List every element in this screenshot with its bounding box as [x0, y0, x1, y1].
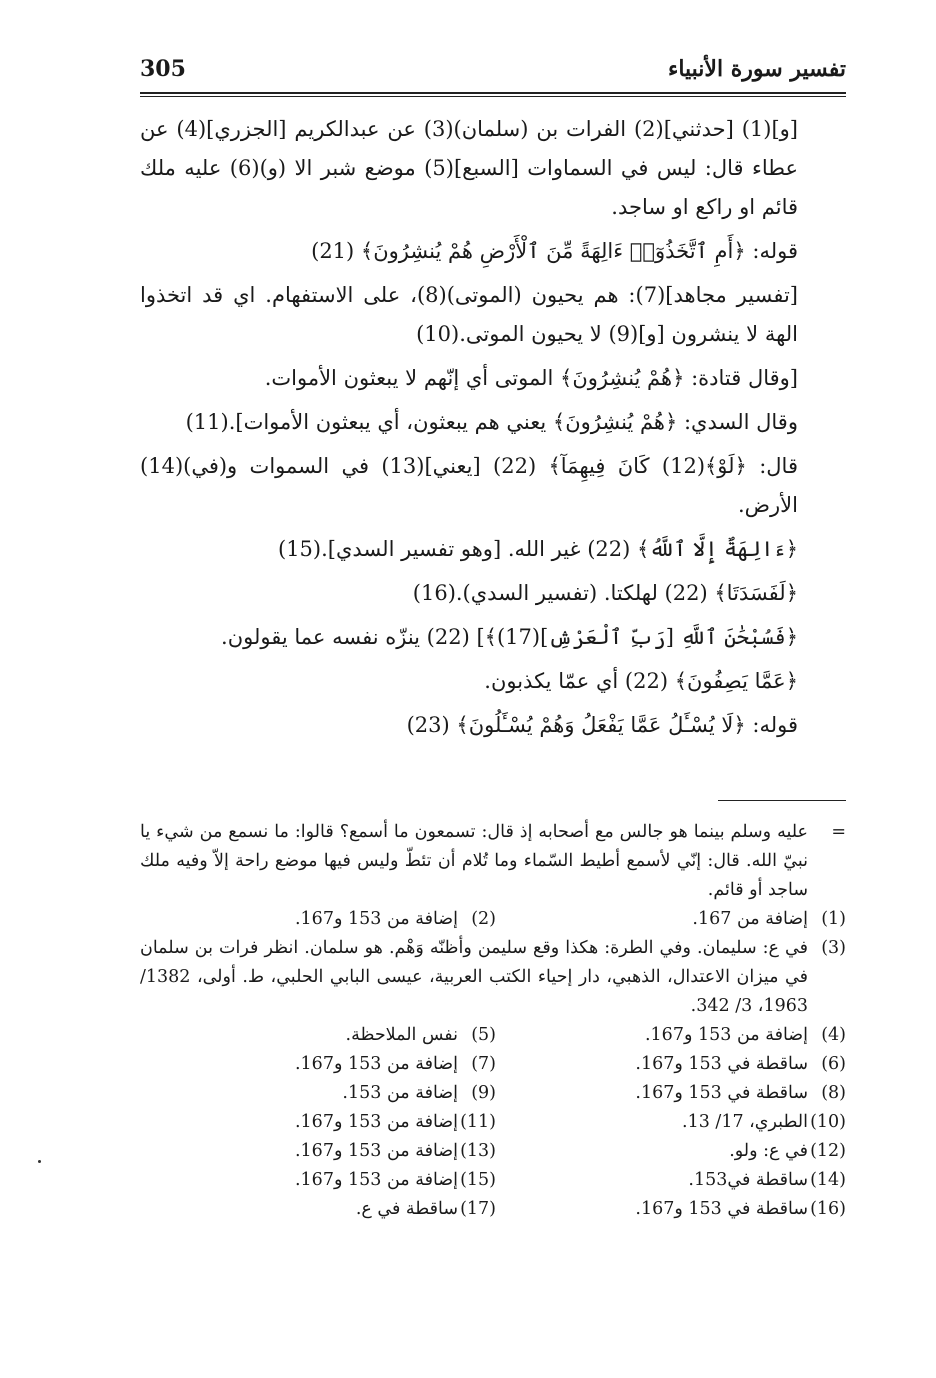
footnote-number: (2): [471, 909, 496, 929]
paragraph: ﴿عَمَّا يَصِفُونَ﴾ (22) أي عمّا يكذبون.: [484, 669, 798, 693]
footnote-pair: [140, 1195, 846, 1224]
footnote-number: (11): [460, 1112, 496, 1132]
paragraph: ﴿لَفَسَدَتَا﴾ (22) لهلكتا. (تفسير السدي).(16): [412, 581, 798, 605]
footnote-number: (14): [810, 1170, 846, 1190]
footnote-pair: [140, 1166, 846, 1195]
footnote-number: (8): [821, 1083, 846, 1103]
running-title: تفسير سورة الأنبياء: [667, 56, 846, 82]
quran-verse: قوله: ﴿أَمِ ٱتَّخَذُوٓا۟ ءَالِهَةً مِّنَ ٱلْأَرْضِ هُمْ يُنشِرُونَ﴾ (21): [311, 239, 798, 263]
header-rule-thick: [140, 92, 846, 94]
footnote-number: (13): [460, 1141, 496, 1161]
paragraph: [وقال قتادة: ﴿هُمْ يُنشِرُونَ﴾ الموتى أي إنّهم لا يبعثون الأموات.: [264, 366, 798, 390]
footnote-text: إضافة من 153 و167.: [294, 1054, 458, 1074]
paragraph: وقال السدي: ﴿هُمْ يُنشِرُونَ﴾ يعني هم يبعثون، أي يبعثون الأموات].(11): [185, 410, 798, 434]
footnote: [140, 934, 846, 1021]
paragraph: ﴿ءَالِهَةٌ إِلَّا ٱللَّهُ﴾ (22) غير الله. [وهو تفسير السدي].(15): [277, 537, 798, 561]
footnote-pair: [140, 1021, 846, 1050]
footnote-number: (17): [460, 1199, 496, 1219]
footnote-text: إضافة من 153 و167.: [294, 1112, 458, 1132]
paragraph: [و](1) [حدثني](2) الفرات بن (سلمان)(3) عن عبدالكريم [الجزري](4) عن عطاء قال: ليس في السماوات [السبع](5) موضع شبر الا (و)(6) عليه ملك قائم او راكع او ساجد.: [140, 117, 798, 219]
footnote-number: (9): [471, 1083, 496, 1103]
footnote-number: (4): [821, 1025, 846, 1045]
footnote-pair: [140, 905, 846, 934]
footnote-pair: [140, 1050, 846, 1079]
footnote-number: (5): [471, 1025, 496, 1045]
footnote-text: عليه وسلم بينما هو جالس مع أصحابه إذ قال: تسمعون ما أسمع؟ قالوا: ما نسمع من شيء يا نبيّ الله. قال: إنّي لأسمع أطيط السّماء وما تُلام أن تئطّ وليس فيها موضع راحة إلاّ وفيه ملك ساجد أو قائم.: [140, 822, 808, 900]
footnote-text: في ع: سليمان. وفي الطرة: هكذا وقع سليمن وأظنّه وَهْم. هو سلمان. انظر فرات بن سلمان في ميزان الاعتدال، الذهبي، دار إحياء الكتب العربية، عيسى البابي الحلبي، ط. أولى، 1382/ 1963، 3/ 342.: [140, 938, 808, 1016]
footnote-separator: [718, 800, 846, 801]
running-header: [140, 56, 846, 86]
paragraph: [تفسير مجاهد](7): هم يحيون (الموتى)(8)، على الاستفهام. اي قد اتخذوا الهة لا ينشرون [و](9) لا يحيون الموتى.(10): [140, 283, 798, 346]
footnote-text: ساقطة في 153 و167.: [635, 1054, 808, 1074]
continuation-mark: =: [831, 822, 846, 842]
footnote-number: (10): [810, 1112, 846, 1132]
footnote-text: إضافة من 153.: [342, 1083, 458, 1103]
footnote-number: (3): [821, 938, 846, 958]
footnotes: [140, 818, 846, 1224]
page-number: 305: [140, 56, 186, 82]
footnote-text: نفس الملاحظة.: [345, 1025, 458, 1045]
paragraph: قال: ﴿لَوْ﴾(12) كَانَ فِيهِمَآ﴾ (22) [يعني](13) في السموات و(في)(14) الأرض.: [140, 454, 798, 517]
footnote-pair: [140, 1079, 846, 1108]
footnote-text: في ع: ولو.: [729, 1141, 808, 1161]
footnote-continuation: [140, 818, 846, 905]
footnote-number: (15): [460, 1170, 496, 1190]
quran-verse: قوله: ﴿لَا يُسْـَٔلُ عَمَّا يَفْعَلُ وَهُمْ يُسْـَٔلُونَ﴾ (23): [406, 713, 798, 737]
footnote-grid: [140, 1021, 846, 1224]
footnote-text: ساقطة في ع.: [355, 1199, 458, 1219]
header-rule-thin: [140, 96, 846, 97]
footnote-text: إضافة من 153 و167.: [294, 909, 458, 929]
footnote-text: إضافة من 153 و167.: [294, 1141, 458, 1161]
stray-mark: [38, 1160, 41, 1163]
footnote-number: (12): [810, 1141, 846, 1161]
footnote-text: إضافة من 153 و167.: [644, 1025, 808, 1045]
footnote-text: إضافة من 153 و167.: [294, 1170, 458, 1190]
footnote-text: إضافة من 167.: [692, 909, 808, 929]
paragraph: ﴿فَسُبْحَٰنَ ٱللَّهِ [رَبِّ ٱلْعَرْشِ](17)﴾] (22) ينزّه نفسه عما يقولون.: [221, 625, 798, 649]
footnote-number: (1): [821, 909, 846, 929]
footnote-number: (6): [821, 1054, 846, 1074]
main-text: [140, 110, 846, 750]
footnote-number: (7): [471, 1054, 496, 1074]
footnote-pair: [140, 1108, 846, 1137]
footnote-text: الطبري، 17/ 13.: [681, 1112, 808, 1132]
footnote-text: ساقطة في153.: [688, 1170, 808, 1190]
footnote-text: ساقطة في 153 و167.: [635, 1199, 808, 1219]
footnote-number: (16): [810, 1199, 846, 1219]
footnote-text: ساقطة في 153 و167.: [635, 1083, 808, 1103]
footnote-pair: [140, 1137, 846, 1166]
